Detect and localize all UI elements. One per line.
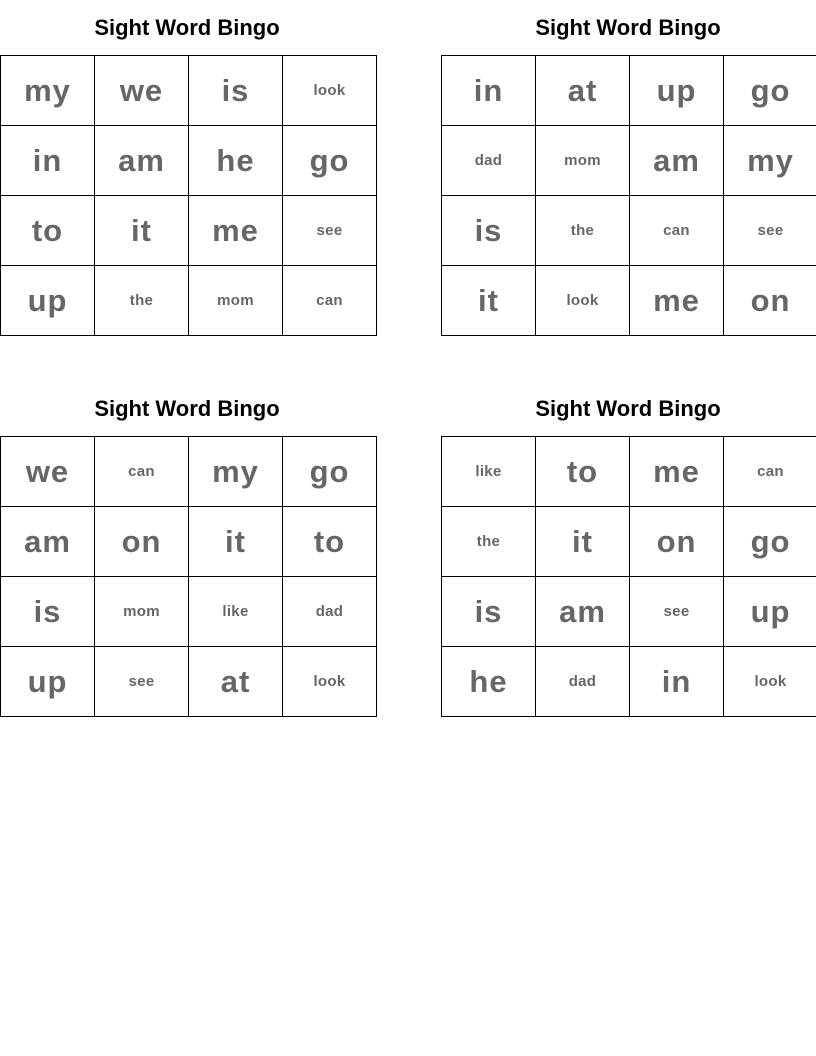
word-cell: am <box>1 507 95 577</box>
word-cell: the <box>95 266 189 336</box>
word-cell: to <box>536 437 630 507</box>
word-cell: dad <box>536 647 630 717</box>
card-title: Sight Word Bingo <box>94 396 280 421</box>
grid-row <box>1 577 377 647</box>
word-cell: it <box>442 266 536 336</box>
word-cell: is <box>442 577 536 647</box>
word-cell: he <box>189 126 283 196</box>
word-cell: like <box>189 577 283 647</box>
word-cell: look <box>283 647 377 717</box>
grid-row <box>442 577 816 647</box>
bingo-grid <box>0 55 377 336</box>
word-cell: up <box>630 56 724 126</box>
bingo-grid <box>441 436 816 717</box>
grid-row <box>1 437 377 507</box>
word-cell: mom <box>536 126 630 196</box>
grid-row <box>1 266 377 336</box>
word-cell: my <box>189 437 283 507</box>
word-cell: is <box>189 56 283 126</box>
word-cell: can <box>283 266 377 336</box>
word-cell: like <box>442 437 536 507</box>
word-cell: my <box>1 56 95 126</box>
word-cell: see <box>95 647 189 717</box>
word-cell: up <box>1 266 95 336</box>
grid-row <box>442 507 816 577</box>
bingo-grid <box>0 436 377 717</box>
word-cell: on <box>95 507 189 577</box>
word-cell: am <box>630 126 724 196</box>
word-cell: me <box>630 437 724 507</box>
grid-row <box>442 437 816 507</box>
bingo-grid <box>441 55 816 336</box>
grid-row <box>442 266 816 336</box>
word-cell: see <box>283 196 377 266</box>
word-cell: go <box>283 437 377 507</box>
grid-row <box>442 126 816 196</box>
card-title: Sight Word Bingo <box>94 15 280 40</box>
grid-row <box>1 196 377 266</box>
word-cell: dad <box>283 577 377 647</box>
word-cell: up <box>1 647 95 717</box>
word-cell: is <box>442 196 536 266</box>
word-cell: am <box>95 126 189 196</box>
grid-row <box>1 507 377 577</box>
word-cell: at <box>189 647 283 717</box>
word-cell: go <box>724 507 816 577</box>
word-cell: go <box>724 56 816 126</box>
word-cell: in <box>630 647 724 717</box>
word-cell: in <box>442 56 536 126</box>
word-cell: we <box>95 56 189 126</box>
word-cell: can <box>95 437 189 507</box>
word-cell: my <box>724 126 816 196</box>
word-cell: can <box>630 196 724 266</box>
word-cell: it <box>536 507 630 577</box>
word-cell: it <box>95 196 189 266</box>
word-cell: see <box>630 577 724 647</box>
word-cell: mom <box>189 266 283 336</box>
grid-row <box>442 196 816 266</box>
word-cell: we <box>1 437 95 507</box>
word-cell: am <box>536 577 630 647</box>
word-cell: mom <box>95 577 189 647</box>
grid-row <box>442 56 816 126</box>
card-title: Sight Word Bingo <box>535 15 721 40</box>
word-cell: look <box>724 647 816 717</box>
word-cell: look <box>283 56 377 126</box>
word-cell: up <box>724 577 816 647</box>
word-cell: look <box>536 266 630 336</box>
word-cell: dad <box>442 126 536 196</box>
word-cell: to <box>1 196 95 266</box>
word-cell: it <box>189 507 283 577</box>
word-cell: is <box>1 577 95 647</box>
word-cell: he <box>442 647 536 717</box>
word-cell: to <box>283 507 377 577</box>
word-cell: on <box>724 266 816 336</box>
word-cell: go <box>283 126 377 196</box>
word-cell: at <box>536 56 630 126</box>
card-title: Sight Word Bingo <box>535 396 721 421</box>
grid-row <box>1 56 377 126</box>
word-cell: the <box>536 196 630 266</box>
word-cell: me <box>630 266 724 336</box>
word-cell: on <box>630 507 724 577</box>
grid-row <box>1 647 377 717</box>
word-cell: the <box>442 507 536 577</box>
word-cell: in <box>1 126 95 196</box>
grid-row <box>442 647 816 717</box>
grid-row <box>1 126 377 196</box>
word-cell: me <box>189 196 283 266</box>
word-cell: can <box>724 437 816 507</box>
word-cell: see <box>724 196 816 266</box>
